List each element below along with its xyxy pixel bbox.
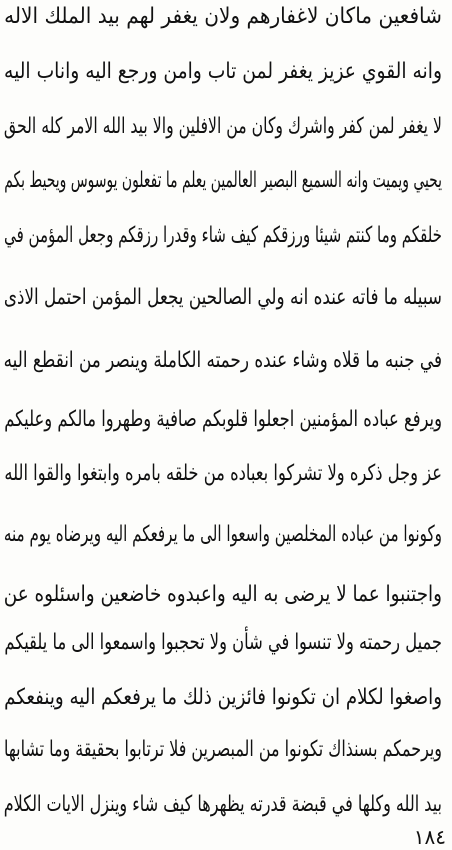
manuscript-line: جميل رحمته ولا تنسوا في شأن ولا تحجبوا واسمعوا الى ما يلقيكم bbox=[4, 630, 443, 655]
manuscript-line: خلقكم وما كنتم شيئا ورزقكم كيف شاء وقدرا رزقكم وجعل المؤمن في bbox=[4, 223, 443, 248]
manuscript-line: شافعين ماكان لاغفارهم ولان يغفر لهم بيد الملك الاله bbox=[4, 4, 442, 29]
page-number: ١٨٤ bbox=[413, 825, 446, 849]
manuscript-line: وكونوا من عباده المخلصين واسعوا الى ما يرفعكم اليه ويرضاه يوم منه bbox=[3, 522, 443, 547]
manuscript-line: عز وجل ذكره ولا تشركوا بعباده من خلقه بامره وابتغوا والقوا الله bbox=[4, 461, 443, 486]
manuscript-line: بيد الله وكلها في قبضة قدرته يظهرها كيف شاء وينزل الايات الكلام bbox=[3, 792, 442, 817]
manuscript-line: في جنبه ما قلاه وشاء عنده رحمته الكاملة وينصر من انقطع اليه bbox=[3, 348, 443, 373]
manuscript-line: سبيله ما فاته عنده انه ولي الصالحين يجعل المؤمن احتمل الاذى bbox=[3, 285, 443, 310]
manuscript-line: يحيي ويميت وانه السميع البصير العالمين يعلم ما تفعلون يوسوس ويحيط بكم bbox=[4, 168, 443, 193]
manuscript-line: واجتنبوا عما لا يرضى به اليه واعبدوه خاضعين واسئلوه عن bbox=[3, 582, 442, 607]
manuscript-line: واصغوا لكلام ان تكونوا فائزين ذلك ما يرفعكم اليه وينفعكم bbox=[4, 685, 442, 710]
manuscript-line: ويرحمكم بسنذاك تكونوا من المبصرين فلا ترتابوا بحقيقة وما تشابها bbox=[3, 737, 443, 762]
manuscript-line: لا يغفر لمن كفر واشرك وكان من الافلين والا بيد الله الامر كله الحق bbox=[3, 114, 443, 139]
manuscript-line: وانه القوي عزيز يغفر لمن تاب وامن ورجع اليه واناب اليه bbox=[4, 59, 442, 84]
manuscript-line: ويرفع عباده المؤمنين اجعلوا قلوبكم صافية وطهروا مالكم وعليكم bbox=[4, 407, 442, 432]
